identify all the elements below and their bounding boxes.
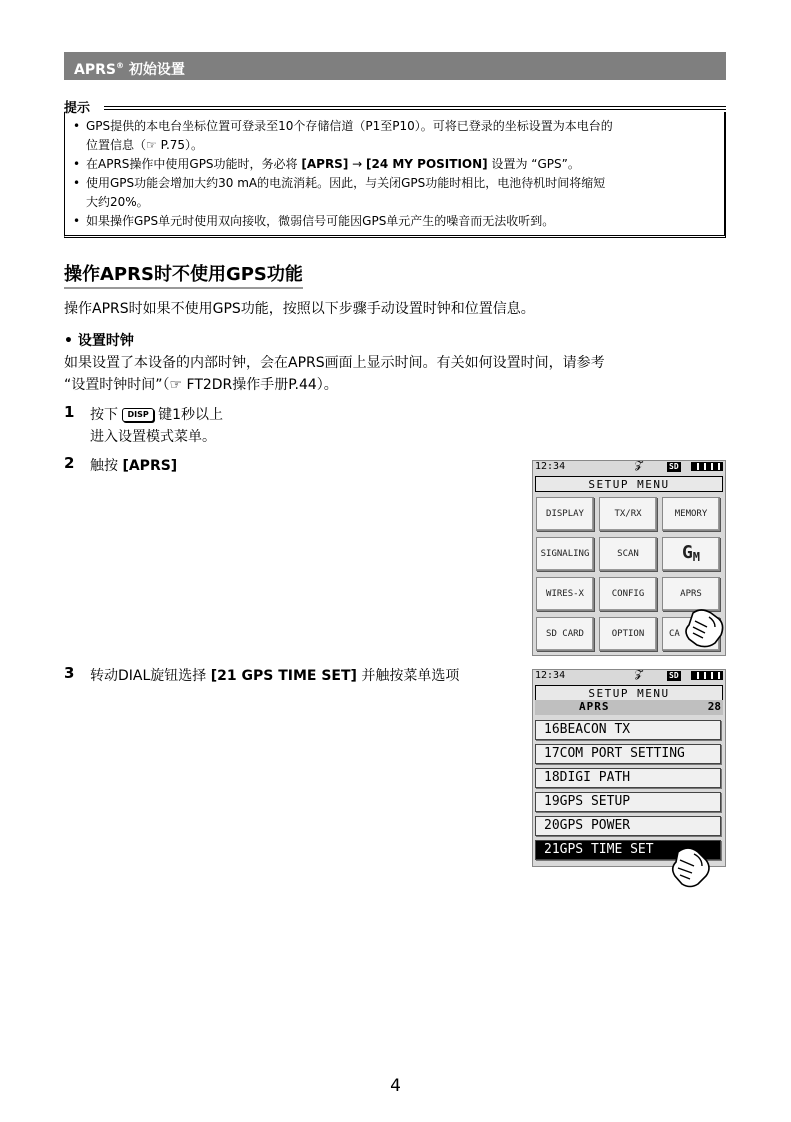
step-number: 1 [64, 403, 75, 421]
tile-signaling[interactable]: SIGNALING [536, 537, 594, 571]
tile-memory[interactable]: MEMORY [662, 497, 720, 531]
step-2-text: 触按 [APRS] [90, 458, 178, 474]
section-banner [64, 52, 726, 80]
hint-item: • 使用GPS功能会增加大约30 mA的电流消耗。因此，与关闭GPS功能时相比，电池待机时间将缩短 大约20%。 [73, 174, 718, 212]
battery-icon [691, 462, 723, 471]
menu-title: SETUP MENU [535, 685, 723, 701]
sd-card-icon: SD [669, 671, 679, 680]
submenu-name: APRS [579, 700, 610, 713]
tile-txrx[interactable]: TX/RX [599, 497, 657, 531]
menu-row-gps-setup[interactable]: 19GPS SETUP [535, 792, 721, 812]
tile-option[interactable]: OPTION [599, 617, 657, 651]
hint-box [64, 112, 726, 238]
intro-text: 操作APRS时如果不使用GPS功能，按照以下步骤手动设置时钟和位置信息。 [64, 301, 535, 317]
section-heading: 操作APRS时不使用GPS功能 [64, 264, 303, 289]
submenu-title [535, 700, 723, 715]
hint-item: • 在APRS操作中使用GPS功能时，务必将 [APRS] → [24 MY POSITION] 设置为 “GPS”。 [73, 155, 718, 174]
hint-label: 提示 [64, 97, 94, 116]
battery-icon [691, 671, 723, 680]
hint-item: • GPS提供的本电台坐标位置可登录至10个存储信道（P1至P10）。可将已登录的坐标设置为本电台的 位置信息（☞ P.75）。 [73, 117, 718, 155]
page-number: 4 [390, 1076, 401, 1096]
gps-icon: 𝓩 [635, 460, 643, 471]
menu-row-com-port[interactable]: 17COM PORT SETTING [535, 744, 721, 764]
step-number: 2 [64, 454, 75, 472]
tile-display[interactable]: DISPLAY [536, 497, 594, 531]
registered-mark: ® [115, 61, 124, 70]
tile-aprs[interactable]: APRS [662, 577, 720, 611]
tile-wires-x[interactable]: WIRES-X [536, 577, 594, 611]
clock-display: 12:34 [535, 461, 566, 472]
tile-config[interactable]: CONFIG [599, 577, 657, 611]
sd-card-icon: SD [669, 462, 679, 471]
tile-gm[interactable]: GM [662, 537, 720, 571]
pointing-hand-icon [681, 605, 727, 649]
menu-row-gps-time-set[interactable]: 21GPS TIME SET [535, 840, 721, 860]
subheading: • 设置时钟 [64, 333, 134, 349]
tile-sd-card[interactable]: SD CARD [536, 617, 594, 651]
disp-key-icon: DISP [122, 408, 153, 422]
tile-scan[interactable]: SCAN [599, 537, 657, 571]
pointing-hand-icon [668, 842, 714, 890]
menu-title: SETUP MENU [535, 476, 723, 492]
setup-menu-screen [532, 460, 726, 656]
step-1-text: 按下 DISP 键1秒以上 进入设置模式菜单。 [90, 407, 224, 445]
submenu-count: 28 [707, 700, 721, 713]
menu-row-gps-power[interactable]: 20GPS POWER [535, 816, 721, 836]
banner-title: APRS [74, 62, 116, 78]
step-number: 3 [64, 664, 75, 682]
banner-title-suffix: 初始设置 [123, 62, 185, 78]
clock-display: 12:34 [535, 670, 566, 681]
aprs-menu-screen [532, 669, 726, 867]
menu-row-digi-path[interactable]: 18DIGI PATH [535, 768, 721, 788]
clock-text: 如果设置了本设备的内部时钟，会在APRS画面上显示时间。有关如何设置时间，请参考 “设置时钟时间”（☞ FT2DR操作手册P.44）。 [64, 355, 605, 393]
hint-item: • 如果操作GPS单元时使用双向接收，微弱信号可能因GPS单元产生的噪音而无法收听到。 [73, 212, 718, 231]
tile-callsign[interactable]: CA [662, 617, 720, 651]
menu-row-beacon-tx[interactable]: 16BEACON TX [535, 720, 721, 740]
gm-logo-icon: G [681, 542, 693, 563]
gps-icon: 𝓩 [635, 669, 643, 680]
step-3-text: 转动DIAL旋钮选择 [21 GPS TIME SET] 并触按菜单选项 [90, 668, 460, 684]
